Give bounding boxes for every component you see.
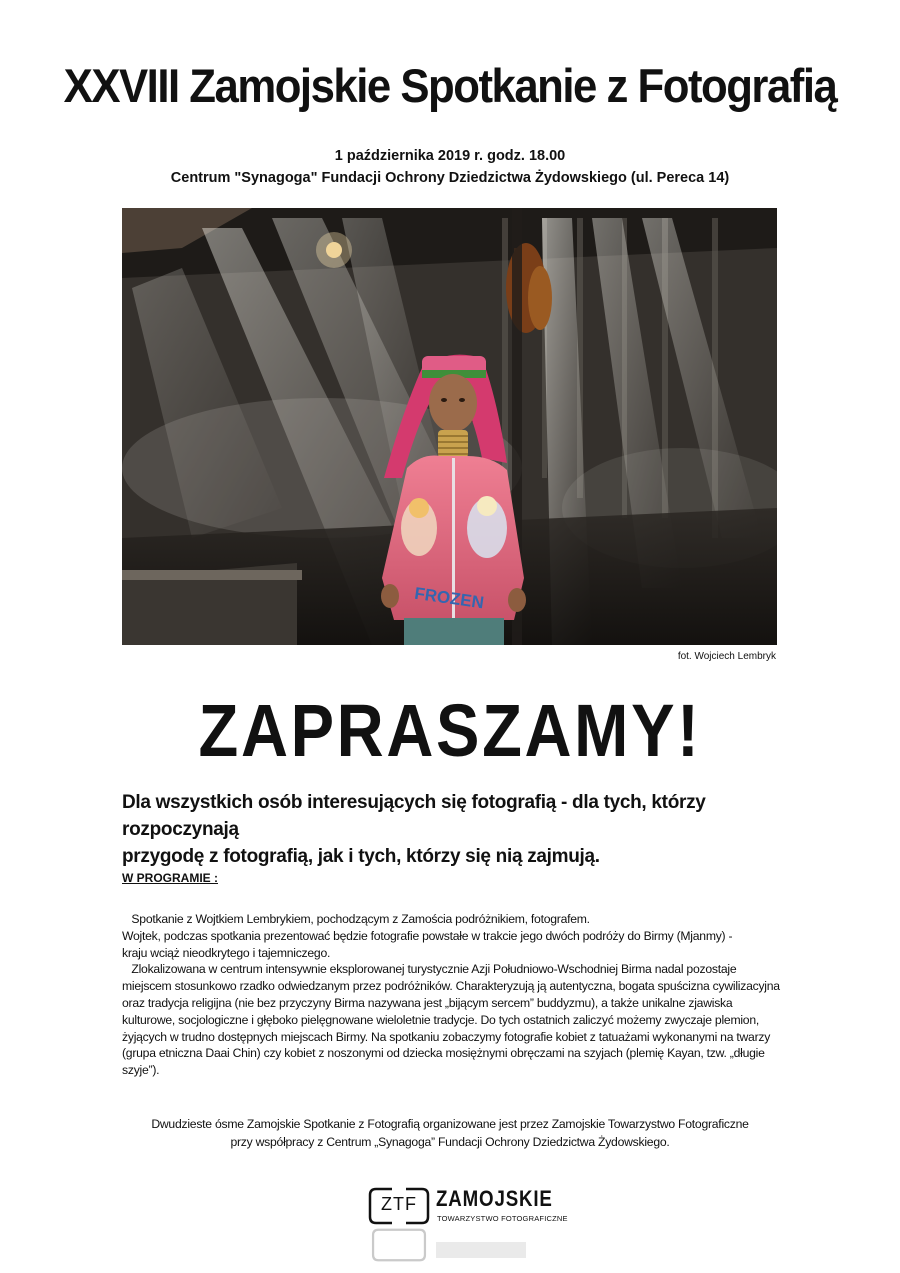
organizer-note: [0, 1116, 900, 1151]
lead-line: Dla wszystkich osób interesujących się fotografią - dla tych, którzy rozpoczynają: [122, 792, 706, 840]
invite-heading: ZAPRASZAMY!: [198, 689, 702, 772]
event-venue: Centrum "Synagoga" Fundacji Ochrony Dziedzictwa Żydowskiego (ul. Pereca 14): [170, 170, 730, 186]
program-line: (grupa etniczna Daai Chin) czy kobiet z noszonymi od dziecka mosiężnymi obręczami na szyjach (plemię Kayan, tzw. „długie szyje”).: [122, 1046, 765, 1078]
program-line: oraz tradycja religijna (nie bez przyczyny Birma nazywana jest „bijącym sercem” buddyzmu), a także unikalne zjawiska: [122, 995, 733, 1010]
event-date: 1 października 2019 r. godz. 18.00: [334, 148, 566, 164]
program-line: kraju wciąż nieodkrytego i tajemniczego.: [122, 945, 331, 960]
ztf-logo: [366, 1184, 568, 1264]
poster-photo: [122, 208, 777, 645]
program-line: Zlokalizowana w centrum intensywnie eksplorowanej turystycznie Azji Południowo-Wschodniej Birma nadal pozostaje: [122, 962, 737, 977]
program-line: Wojtek, podczas spotkania prezentować będzie fotografie powstałe w trakcie jego dwóch podróży do Birmy (Mjanmy) -: [122, 928, 733, 943]
program-line: Spotkanie z Wojtkiem Lembrykiem, pochodzącym z Zamościa podróżnikiem, fotografem.: [122, 912, 590, 926]
logo-reflection: [366, 1228, 536, 1262]
logo-subtitle: TOWARZYSTWO FOTOGRAFICZNE: [437, 1214, 568, 1223]
logo-abbreviation: ZTF: [381, 1194, 417, 1214]
logo-name: ZAMOJSKIE: [436, 1186, 553, 1211]
program-line: miejscem stosunkowo rzadko odwiedzanym przez podróżników. Charakteryzują ją autentyczna, bogata spuścizna cywilizacyjna: [122, 979, 780, 994]
photo-credit: fot. Wojciech Lembryk: [677, 651, 776, 662]
lead-paragraph: [122, 789, 822, 870]
program-heading: W PROGRAMIE :: [122, 871, 218, 885]
lead-line: przygodę z fotografią, jak i tych, którzy się nią zajmują.: [122, 846, 600, 867]
program-line: kulturowe, socjologiczne i głęboko pielęgnowane wieloletnie tradycje. Do tych ostatnich zaliczyć możemy zwyczaje plemion,: [122, 1012, 759, 1027]
jacket-print-text: FROZEN: [413, 583, 486, 613]
program-line: żyjących w trudno dostępnych miejscach Birmy. Na spotkaniu zobaczymy fotografie kobiet z tatuażami wykonanymi na twarzy: [122, 1029, 771, 1044]
organizer-line: przy współpracy z Centrum „Synagoga” Fundacji Ochrony Dziedzictwa Żydowskiego.: [230, 1134, 670, 1149]
program-description: [122, 911, 802, 1079]
organizer-line: Dwudzieste ósme Zamojskie Spotkanie z Fotografią organizowane jest przez Zamojskie Towarzystwo Fotograficzne: [151, 1117, 749, 1131]
poster-title: XXVIII Zamojskie Spotkanie z Fotografią: [63, 59, 837, 112]
